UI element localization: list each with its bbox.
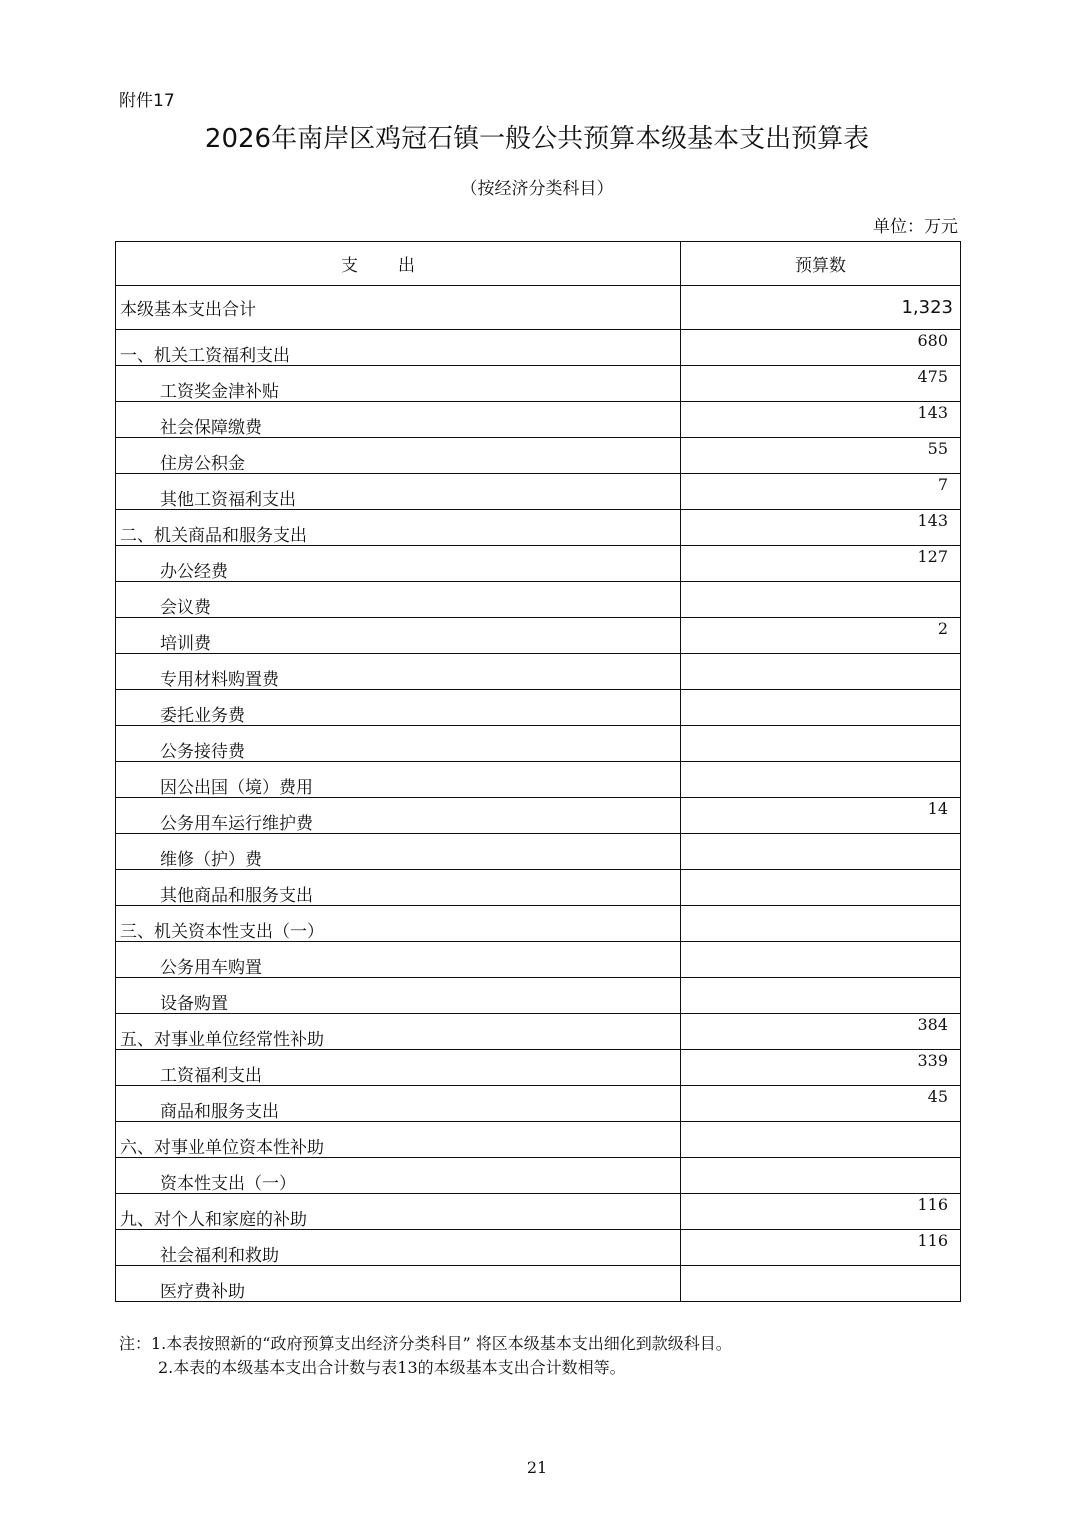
attachment-label: 附件17: [119, 91, 175, 111]
table-row: [116, 1266, 961, 1302]
row-value: 116: [681, 1194, 961, 1230]
row-value: 127: [681, 546, 961, 582]
row-value: [681, 654, 961, 690]
table-row: [116, 762, 961, 798]
header-expenditure: 支出: [116, 242, 681, 286]
row-label: 委托业务费: [116, 690, 681, 726]
row-value: [681, 1266, 961, 1302]
row-value: 339: [681, 1050, 961, 1086]
row-label: 社会保障缴费: [116, 402, 681, 438]
page-number: 21: [526, 1458, 548, 1477]
row-label: 医疗费补助: [116, 1266, 681, 1302]
row-value: [681, 690, 961, 726]
row-value: 55: [681, 438, 961, 474]
table-row: [116, 330, 961, 366]
table-row: [116, 1086, 961, 1122]
row-value: [681, 906, 961, 942]
row-label: 商品和服务支出: [116, 1086, 681, 1122]
total-value: 1,323: [681, 286, 961, 330]
row-value: [681, 1158, 961, 1194]
row-label: 办公经费: [116, 546, 681, 582]
table-row: [116, 1194, 961, 1230]
row-label: 住房公积金: [116, 438, 681, 474]
row-value: [681, 726, 961, 762]
row-value: 143: [681, 510, 961, 546]
budget-table: [115, 241, 961, 1302]
row-label: 社会福利和救助: [116, 1230, 681, 1266]
table-row: [116, 546, 961, 582]
row-label: 培训费: [116, 618, 681, 654]
table-row: [116, 978, 961, 1014]
row-label: 维修（护）费: [116, 834, 681, 870]
row-label: 其他商品和服务支出: [116, 870, 681, 906]
row-value: [681, 978, 961, 1014]
table-row: [116, 798, 961, 834]
row-value: [681, 942, 961, 978]
total-label: 本级基本支出合计: [116, 286, 681, 330]
table-row: [116, 870, 961, 906]
notes: [119, 1332, 732, 1380]
note-1: 注：1.本表按照新的“政府预算支出经济分类科目” 将区本级基本支出细化到款级科目。: [119, 1334, 732, 1353]
table-row: [116, 834, 961, 870]
row-label: 公务用车购置: [116, 942, 681, 978]
row-label: 资本性支出（一）: [116, 1158, 681, 1194]
row-value: [681, 834, 961, 870]
table-row: [116, 1122, 961, 1158]
row-value: 45: [681, 1086, 961, 1122]
table-row: [116, 1014, 961, 1050]
table-row: [116, 654, 961, 690]
table-row: [116, 438, 961, 474]
row-label: 三、机关资本性支出（一）: [116, 906, 681, 942]
row-value: [681, 870, 961, 906]
unit-label: 单位：万元: [873, 217, 958, 237]
table-row: [116, 474, 961, 510]
table-row: [116, 726, 961, 762]
subtitle: （按经济分类科目）: [460, 179, 614, 199]
row-label: 六、对事业单位资本性补助: [116, 1122, 681, 1158]
row-label: 公务接待费: [116, 726, 681, 762]
row-label: 公务用车运行维护费: [116, 798, 681, 834]
header-budget: 预算数: [681, 242, 961, 286]
table-header: [116, 242, 961, 286]
table-row: [116, 1158, 961, 1194]
row-value: 116: [681, 1230, 961, 1266]
row-value: 2: [681, 618, 961, 654]
table-row: [116, 510, 961, 546]
table-row: [116, 906, 961, 942]
row-value: [681, 762, 961, 798]
table-row: [116, 366, 961, 402]
row-label: 工资福利支出: [116, 1050, 681, 1086]
table-row: [116, 690, 961, 726]
table-row: [116, 402, 961, 438]
row-label: 一、机关工资福利支出: [116, 330, 681, 366]
row-label: 专用材料购置费: [116, 654, 681, 690]
row-value: 7: [681, 474, 961, 510]
row-label: 五、对事业单位经常性补助: [116, 1014, 681, 1050]
row-label: 其他工资福利支出: [116, 474, 681, 510]
page-title: 2026年南岸区鸡冠石镇一般公共预算本级基本支出预算表: [204, 124, 870, 154]
table-row: [116, 1230, 961, 1266]
row-label: 九、对个人和家庭的补助: [116, 1194, 681, 1230]
row-label: 工资奖金津补贴: [116, 366, 681, 402]
table-row: [116, 582, 961, 618]
table-row: [116, 1050, 961, 1086]
row-label: 二、机关商品和服务支出: [116, 510, 681, 546]
row-label: 因公出国（境）费用: [116, 762, 681, 798]
row-value: 384: [681, 1014, 961, 1050]
table-row: [116, 618, 961, 654]
row-value: 680: [681, 330, 961, 366]
total-row: [116, 286, 961, 330]
row-value: 475: [681, 366, 961, 402]
note-2: 2.本表的本级基本支出合计数与表13的本级基本支出合计数相等。: [158, 1358, 626, 1377]
row-label: 设备购置: [116, 978, 681, 1014]
row-value: 14: [681, 798, 961, 834]
row-value: 143: [681, 402, 961, 438]
row-label: 会议费: [116, 582, 681, 618]
row-value: [681, 1122, 961, 1158]
table-row: [116, 942, 961, 978]
row-value: [681, 582, 961, 618]
